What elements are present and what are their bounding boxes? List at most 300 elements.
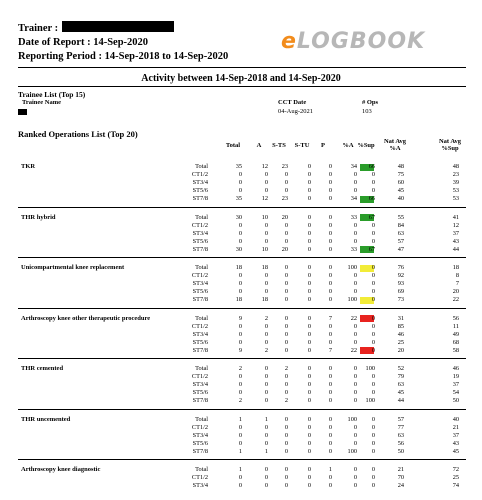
cell-value: 2 [238,397,242,405]
procedure-name: THR hybrid [21,213,56,221]
cell-value: 0 [307,346,311,354]
cell-value: 34 [350,195,357,203]
cell-value: 0 [307,229,311,237]
cell-value: 0 [328,245,332,253]
cell-value: 0 [264,171,268,179]
ops-header: # Ops [362,99,379,106]
cell-value: 0 [238,280,242,288]
cell-value: 72 [452,466,459,473]
redacted-trainer-name [62,21,174,32]
procedure-name: Unicompartmental knee replacement [21,264,125,271]
cell-value: 0 [284,346,288,354]
cell-value: 0 [307,447,311,455]
cell-value: 7 [455,280,459,288]
cell-value: 0 [328,272,332,280]
cell-value: 24 [397,482,404,490]
cell-value: 0 [328,296,332,304]
cell-value: 66 [368,195,375,203]
cell-value: 0 [371,237,375,245]
cell-value: 10 [261,213,268,221]
cell-value: 100 [347,447,357,455]
cell-value: 57 [397,237,404,245]
cell-value: 60 [397,179,404,187]
cell-value: 44 [397,397,404,405]
logo-text: LOGBOOK [296,29,426,54]
cell-value: 22 [350,346,357,354]
cell-value: 0 [371,221,375,229]
cell-value: 0 [371,415,375,423]
cell-value: 0 [238,187,242,195]
cell-value: 0 [371,296,375,304]
cell-value: 0 [353,423,357,431]
cell-value: 56 [452,314,459,322]
cell-value: 0 [307,272,311,280]
column-header: A [256,142,262,149]
cell-value: 100 [365,397,375,405]
cell-value: 2 [264,314,268,322]
cell-value: 57 [397,415,404,423]
cell-value: 0 [307,314,311,322]
cell-value: 0 [328,365,332,372]
grade-label: ST3/4 [192,431,208,439]
cell-value: 1 [238,415,242,423]
grade-label: ST7/8 [192,296,208,304]
cell-value: 0 [307,482,311,490]
cell-value: 0 [371,439,375,447]
cell-value: 0 [238,431,242,439]
grade-label: ST5/6 [192,338,208,346]
cell-value: 0 [284,314,288,322]
cell-value: 0 [284,272,288,280]
cell-value: 0 [238,322,242,330]
cell-value: 0 [353,373,357,381]
cell-value: 0 [328,187,332,195]
cell-value: 0 [284,237,288,245]
cell-value: 69 [397,288,404,296]
cell-value: 0 [284,280,288,288]
grade-label: ST3/4 [192,482,208,490]
cell-value: 0 [328,322,332,330]
cell-value: 0 [284,296,288,304]
cell-value: 0 [307,474,311,482]
header-divider [18,67,466,68]
cell-value: 0 [371,389,375,397]
cell-value: 45 [397,389,404,397]
cell-value: 0 [307,381,311,389]
cell-value: 73 [397,296,404,304]
cell-value: 0 [328,264,332,271]
cell-value: 18 [235,264,242,271]
procedure-name: TKR [21,163,36,170]
cell-value: 0 [307,389,311,397]
cell-value: 0 [353,187,357,195]
cell-value: 0 [307,330,311,338]
cell-value: 0 [264,330,268,338]
grade-label: ST3/4 [192,179,208,187]
cell-value: 2 [238,365,242,372]
cell-value: 79 [397,373,404,381]
cell-value: 18 [261,296,268,304]
cell-value: 0 [307,163,311,170]
cell-value: 0 [307,397,311,405]
cell-value: 100 [347,264,357,271]
grade-label: Total [195,163,208,170]
cell-value: 46 [397,330,404,338]
grade-label: ST7/8 [192,397,208,405]
cell-value: 0 [284,447,288,455]
cell-value: 0 [353,389,357,397]
trainee-name-header: Trainee Name [22,99,62,106]
cell-value: 55 [397,213,404,221]
cell-value: 0 [307,423,311,431]
cell-value: 67 [368,245,375,253]
cell-value: 0 [307,373,311,381]
cell-value: 0 [307,195,311,203]
cell-value: 1 [238,447,242,455]
cell-value: 0 [307,439,311,447]
cell-value: 0 [353,171,357,179]
cell-value: 0 [307,431,311,439]
cell-value: 0 [264,322,268,330]
cell-value: 68 [452,338,459,346]
cell-value: 77 [397,423,404,431]
cell-value: 0 [264,423,268,431]
cell-value: 0 [353,221,357,229]
cell-value: 37 [452,431,459,439]
activity-divider [18,86,466,87]
grade-label: ST5/6 [192,439,208,447]
cell-value: 1 [264,447,268,455]
trainer-label: Trainer : [18,23,59,34]
cell-value: 47 [397,245,404,253]
cell-value: 0 [284,330,288,338]
cell-value: 0 [264,381,268,389]
column-header: S-TU [294,142,310,149]
cell-value: 31 [397,314,404,322]
cell-value: 23 [281,195,288,203]
cell-value: 0 [284,415,288,423]
cell-value: 74 [452,482,459,490]
cell-value: 0 [238,439,242,447]
cell-value: 0 [371,346,375,354]
procedure-divider [18,308,466,309]
cell-value: 0 [264,373,268,381]
cell-value: 0 [264,179,268,187]
cell-value: 0 [264,280,268,288]
cell-value: 0 [307,187,311,195]
cell-value: 43 [452,237,459,245]
cell-value: 0 [371,280,375,288]
cell-value: 0 [307,466,311,473]
grade-label: Total [195,314,208,322]
cell-value: 40 [397,195,404,203]
cell-value: 0 [371,179,375,187]
cell-value: 0 [371,338,375,346]
cell-value: 48 [397,163,404,170]
cell-value: 23 [281,163,288,170]
cell-value: 20 [281,213,288,221]
cell-value: 0 [371,272,375,280]
cell-value: 39 [452,179,459,187]
grade-label: ST5/6 [192,187,208,195]
cell-value: 53 [452,187,459,195]
cell-value: 37 [452,229,459,237]
cell-value: 12 [261,163,268,170]
cell-value: 0 [284,373,288,381]
cell-value: 35 [235,163,242,170]
cell-value: 0 [328,221,332,229]
cell-value: 0 [353,322,357,330]
cell-value: 0 [353,431,357,439]
cell-value: 37 [452,381,459,389]
cell-value: 0 [353,288,357,296]
cell-value: 0 [328,229,332,237]
cell-value: 33 [350,245,357,253]
cell-value: 75 [397,171,404,179]
cell-value: 0 [353,272,357,280]
cell-value: 0 [353,237,357,245]
cell-value: 0 [371,264,375,271]
cell-value: 0 [371,482,375,490]
cell-value: 20 [397,346,404,354]
cell-value: 0 [264,237,268,245]
column-header: S-TS [272,142,286,149]
procedure-name: THR uncemented [21,415,71,423]
cell-value: 0 [284,381,288,389]
cell-value: 0 [284,482,288,490]
cell-value: 0 [238,389,242,397]
reporting-period: Reporting Period : 14-Sep-2018 to 14-Sep-2020 [18,51,229,62]
cell-value: 0 [371,423,375,431]
cell-value: 44 [452,245,459,253]
cell-value: 0 [328,447,332,455]
cell-value: 43 [452,439,459,447]
cell-value: 53 [452,195,459,203]
cell-value: 0 [238,179,242,187]
column-header: Nat Avg %Sup [438,138,462,152]
cell-value: 22 [452,296,459,304]
column-header: P [321,142,325,149]
cell-value: 2 [284,397,288,405]
grade-label: ST5/6 [192,237,208,245]
cell-value: 92 [397,272,404,280]
cell-value: 0 [238,272,242,280]
cell-value: 7 [328,346,332,354]
cell-value: 25 [397,338,404,346]
cell-value: 2 [264,346,268,354]
grade-label: CT1/2 [191,171,208,179]
cell-value: 35 [235,195,242,203]
column-header: Nat Avg %A [383,138,407,152]
cell-value: 0 [307,338,311,346]
cell-value: 0 [264,272,268,280]
cell-value: 0 [264,338,268,346]
report-date: Date of Report : 14-Sep-2020 [18,37,149,48]
cell-value: 0 [371,171,375,179]
cell-value: 0 [371,431,375,439]
cell-value: 0 [328,474,332,482]
trainer-line [18,21,228,36]
cell-value: 85 [397,322,404,330]
cell-value: 0 [307,264,311,271]
cell-value: 0 [307,179,311,187]
cell-value: 0 [328,423,332,431]
cell-value: 12 [452,221,459,229]
cell-value: 0 [307,221,311,229]
cell-value: 0 [264,229,268,237]
column-header: Total [225,142,241,149]
grade-label: ST3/4 [192,280,208,288]
cell-value: 0 [328,179,332,187]
cell-value: 0 [328,163,332,170]
report-header [18,21,228,64]
cell-value: 50 [452,397,459,405]
cell-value: 0 [264,466,268,473]
cell-value: 50 [397,447,404,455]
cell-value: 2 [284,365,288,372]
grade-label: CT1/2 [191,221,208,229]
grade-label: Total [195,365,208,372]
grade-label: ST7/8 [192,195,208,203]
cell-value: 21 [397,466,404,473]
cell-value: 0 [264,397,268,405]
cell-value: 0 [328,381,332,389]
cell-value: 0 [371,187,375,195]
cell-value: 0 [328,195,332,203]
cell-value: 0 [238,330,242,338]
cell-value: 0 [307,237,311,245]
logo-e: e [281,29,297,54]
cell-value: 0 [328,482,332,490]
grade-label: ST5/6 [192,389,208,397]
cell-value: 0 [307,322,311,330]
cell-value: 0 [307,296,311,304]
grade-label: ST7/8 [192,447,208,455]
cell-value: 0 [307,365,311,372]
grade-label: CT1/2 [191,373,208,381]
cell-value: 0 [371,322,375,330]
cell-value: 100 [347,296,357,304]
grade-label: Total [195,213,208,221]
cell-value: 49 [452,330,459,338]
cell-value: 0 [284,389,288,397]
cell-value: 0 [284,423,288,431]
cell-value: 0 [353,381,357,389]
cell-value: 0 [284,288,288,296]
cell-value: 84 [397,221,404,229]
cell-value: 0 [328,330,332,338]
cell-value: 52 [397,365,404,372]
cell-value: 0 [238,288,242,296]
cell-value: 0 [307,288,311,296]
cell-value: 18 [261,264,268,271]
cell-value: 0 [328,338,332,346]
cell-value: 93 [397,280,404,288]
cell-value: 21 [452,423,459,431]
cell-value: 0 [353,179,357,187]
cell-value: 0 [371,330,375,338]
trainee-list-title: Trainee List (Top 15) [18,90,86,99]
grade-label: ST3/4 [192,381,208,389]
cell-value: 0 [238,338,242,346]
cell-value: 66 [368,163,375,170]
grade-label: ST3/4 [192,229,208,237]
cell-value: 70 [397,474,404,482]
cell-value: 0 [353,482,357,490]
grade-label: ST7/8 [192,245,208,253]
grade-label: Total [195,466,208,473]
cell-value: 67 [368,213,375,221]
cell-value: 0 [284,439,288,447]
cell-value: 1 [238,466,242,473]
ops-value: 103 [362,108,372,115]
column-header: %A [342,142,354,149]
procedure-name: Arthroscopy knee diagnostic [21,466,101,473]
cell-value: 0 [264,365,268,372]
cell-value: 18 [235,296,242,304]
cell-value: 0 [284,171,288,179]
cell-value: 0 [284,221,288,229]
cell-value: 0 [371,474,375,482]
cell-value: 0 [238,423,242,431]
cell-value: 10 [261,245,268,253]
procedure-divider [18,409,466,410]
cell-value: 0 [238,373,242,381]
cell-value: 46 [452,365,459,372]
activity-title: Activity between 14-Sep-2018 and 14-Sep-2020 [141,73,341,84]
cell-value: 63 [397,431,404,439]
cell-value: 20 [281,245,288,253]
cct-date-header: CCT Date [278,99,307,106]
grade-label: Total [195,264,208,271]
cell-value: 0 [371,288,375,296]
cell-value: 0 [353,330,357,338]
grade-label: CT1/2 [191,272,208,280]
cell-value: 0 [353,280,357,288]
cell-value: 0 [371,381,375,389]
cell-value: 11 [452,322,459,330]
cell-value: 41 [452,213,459,221]
cell-value: 9 [238,346,242,354]
cell-value: 0 [264,439,268,447]
cell-value: 0 [238,474,242,482]
cell-value: 0 [353,397,357,405]
cell-value: 100 [347,415,357,423]
cell-value: 30 [235,213,242,221]
cell-value: 0 [284,466,288,473]
grade-label: ST3/4 [192,330,208,338]
cell-value: 0 [371,314,375,322]
cell-value: 30 [235,245,242,253]
cell-value: 20 [452,288,459,296]
grade-label: ST7/8 [192,346,208,354]
cell-value: 25 [452,474,459,482]
cell-value: 0 [284,474,288,482]
cell-value: 56 [397,439,404,447]
cell-value: 0 [328,397,332,405]
cell-value: 0 [238,171,242,179]
column-header: %Sup [357,142,375,149]
cell-value: 0 [264,221,268,229]
cell-value: 0 [264,288,268,296]
cell-value: 0 [264,187,268,195]
grade-label: CT1/2 [191,474,208,482]
cell-value: 0 [284,322,288,330]
cell-value: 0 [328,431,332,439]
cell-value: 0 [307,171,311,179]
cell-value: 0 [328,439,332,447]
cell-value: 0 [238,381,242,389]
